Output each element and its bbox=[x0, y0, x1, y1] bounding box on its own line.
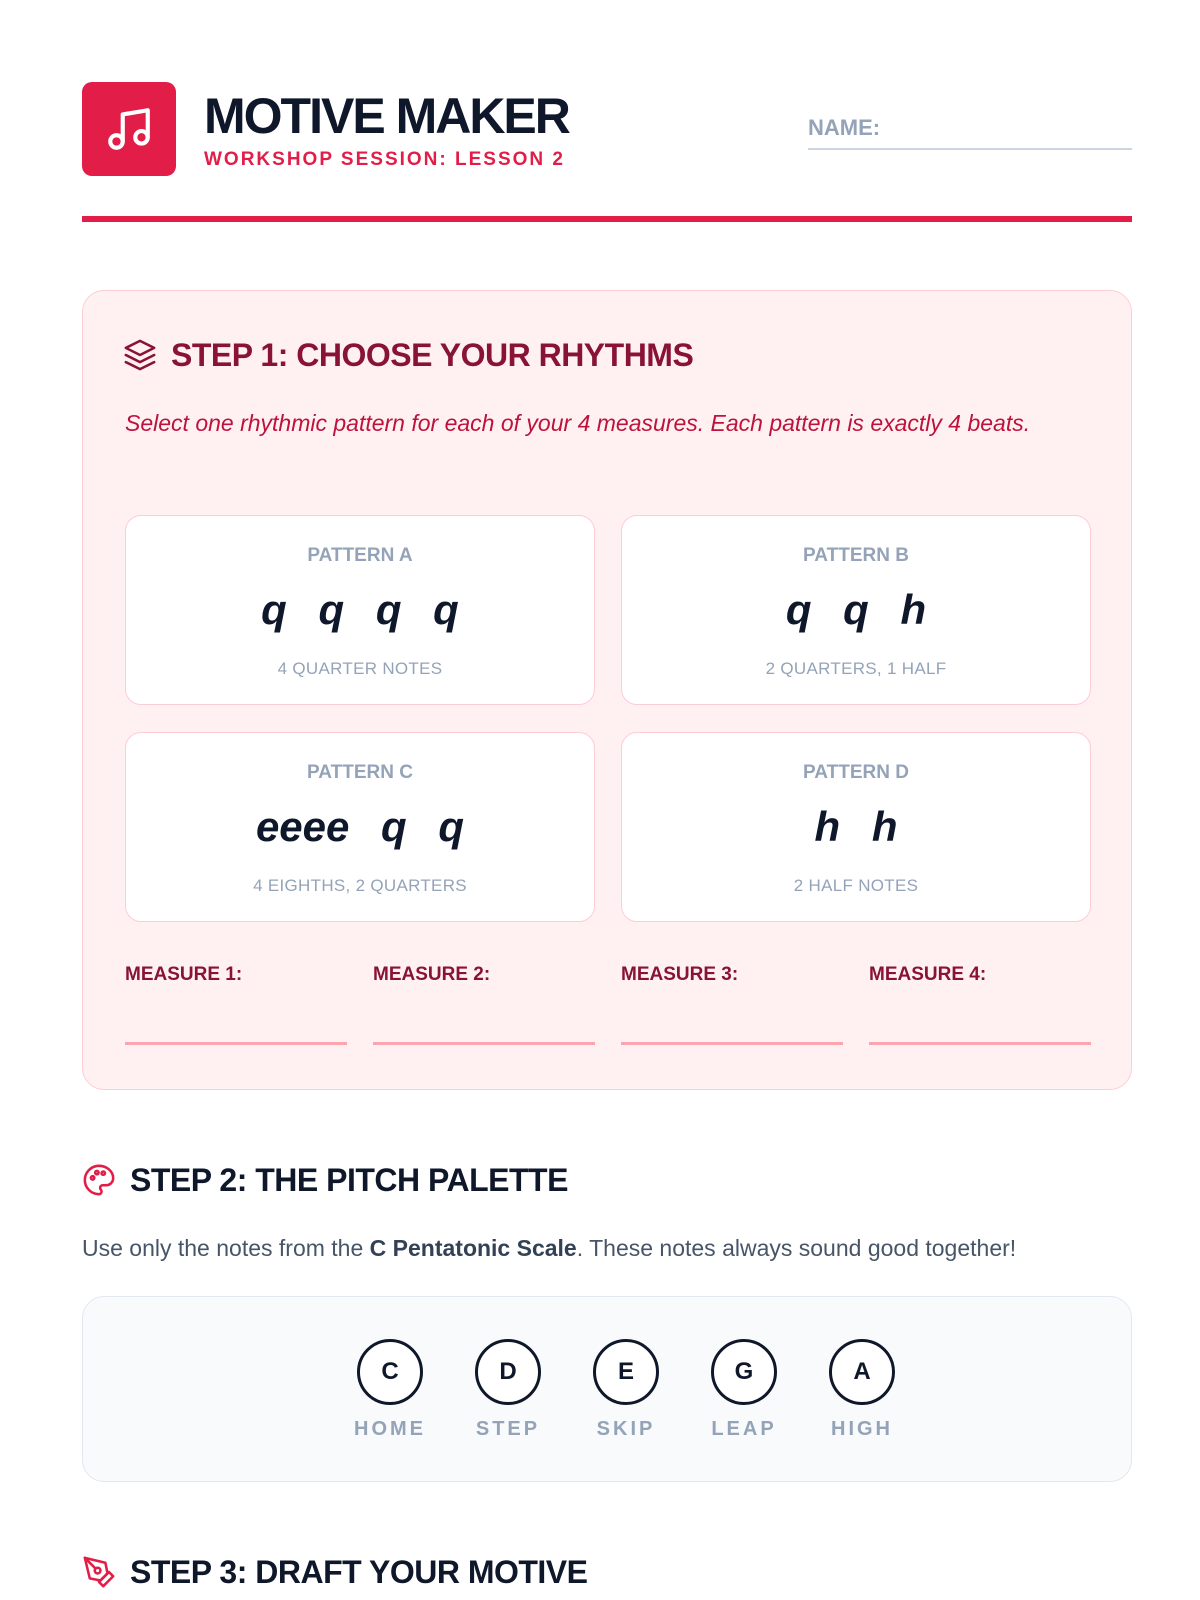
name-label: NAME: bbox=[808, 115, 881, 140]
pattern-description: 2 QUARTERS, 1 HALF bbox=[765, 659, 947, 678]
pattern-card-a[interactable] bbox=[125, 515, 595, 705]
step1-title: STEP 1: CHOOSE YOUR RHYTHMS bbox=[171, 337, 694, 373]
pitch-palette bbox=[82, 1296, 1132, 1482]
session-subtitle: WORKSHOP SESSION: LESSON 2 bbox=[204, 149, 565, 170]
pitch-note: C bbox=[357, 1339, 423, 1405]
measure-label: MEASURE 2: bbox=[373, 964, 491, 985]
pitch-note: A bbox=[829, 1339, 895, 1405]
pitch-a[interactable] bbox=[807, 1339, 917, 1441]
step3-heading bbox=[82, 1552, 587, 1592]
layers-icon bbox=[123, 338, 157, 372]
pattern-card-c[interactable] bbox=[125, 732, 595, 922]
music-note-icon bbox=[104, 104, 154, 154]
name-field[interactable] bbox=[808, 112, 1132, 150]
pitch-note: E bbox=[593, 1339, 659, 1405]
pattern-label: PATTERN C bbox=[307, 762, 413, 783]
pitch-role: STEP bbox=[475, 1418, 541, 1440]
pattern-description: 4 QUARTER NOTES bbox=[277, 659, 443, 678]
pitch-c[interactable] bbox=[335, 1339, 445, 1441]
step2-description bbox=[82, 1232, 1016, 1264]
desc-text: . These notes always sound good together! bbox=[576, 1235, 1017, 1261]
app-title: MOTIVE MAKER bbox=[204, 88, 569, 144]
pitch-role: SKIP bbox=[596, 1418, 656, 1440]
step1-panel bbox=[82, 290, 1132, 1090]
pattern-notes: q q q q bbox=[261, 586, 459, 633]
pattern-notes: q q h bbox=[785, 586, 927, 633]
step3-title: STEP 3: DRAFT YOUR MOTIVE bbox=[130, 1554, 588, 1590]
measure-label: MEASURE 1: bbox=[125, 964, 243, 985]
header-divider bbox=[82, 216, 1132, 222]
pitch-note: D bbox=[475, 1339, 541, 1405]
pitch-d[interactable] bbox=[453, 1339, 563, 1441]
pattern-label: PATTERN B bbox=[803, 545, 909, 566]
pitch-note: G bbox=[711, 1339, 777, 1405]
measure-label: MEASURE 3: bbox=[621, 964, 739, 985]
logo bbox=[82, 82, 176, 176]
measure-2-field[interactable] bbox=[373, 963, 595, 1045]
pattern-card-d[interactable] bbox=[621, 732, 1091, 922]
pitch-role: LEAP bbox=[711, 1418, 777, 1440]
measure-1-field[interactable] bbox=[125, 963, 347, 1045]
pattern-label: PATTERN A bbox=[307, 545, 413, 566]
step2-heading bbox=[82, 1160, 568, 1200]
measure-4-field[interactable] bbox=[869, 963, 1091, 1045]
pattern-notes: eeee q q bbox=[255, 803, 465, 850]
step1-heading bbox=[123, 335, 693, 375]
palette-icon bbox=[82, 1163, 116, 1197]
step2-title: STEP 2: THE PITCH PALETTE bbox=[130, 1162, 568, 1198]
step1-description: Select one rhythmic pattern for each of your 4 measures. Each pattern is exactly 4 beats. bbox=[125, 410, 1031, 436]
desc-text: Use only the notes from the bbox=[82, 1235, 370, 1261]
measure-label: MEASURE 4: bbox=[869, 964, 987, 985]
pattern-description: 2 HALF NOTES bbox=[793, 876, 919, 895]
pattern-description: 4 EIGHTHS, 2 QUARTERS bbox=[253, 876, 467, 895]
pattern-label: PATTERN D bbox=[803, 762, 909, 783]
pitch-e[interactable] bbox=[571, 1339, 681, 1441]
pattern-notes: h h bbox=[814, 803, 898, 850]
pitch-g[interactable] bbox=[689, 1339, 799, 1441]
scale-name: C Pentatonic Scale bbox=[369, 1235, 577, 1261]
pattern-card-b[interactable] bbox=[621, 515, 1091, 705]
pitch-role: HIGH bbox=[831, 1418, 893, 1440]
pen-tool-icon bbox=[82, 1555, 116, 1589]
page-header bbox=[82, 82, 1132, 178]
measure-3-field[interactable] bbox=[621, 963, 843, 1045]
pitch-role: HOME bbox=[354, 1418, 426, 1440]
